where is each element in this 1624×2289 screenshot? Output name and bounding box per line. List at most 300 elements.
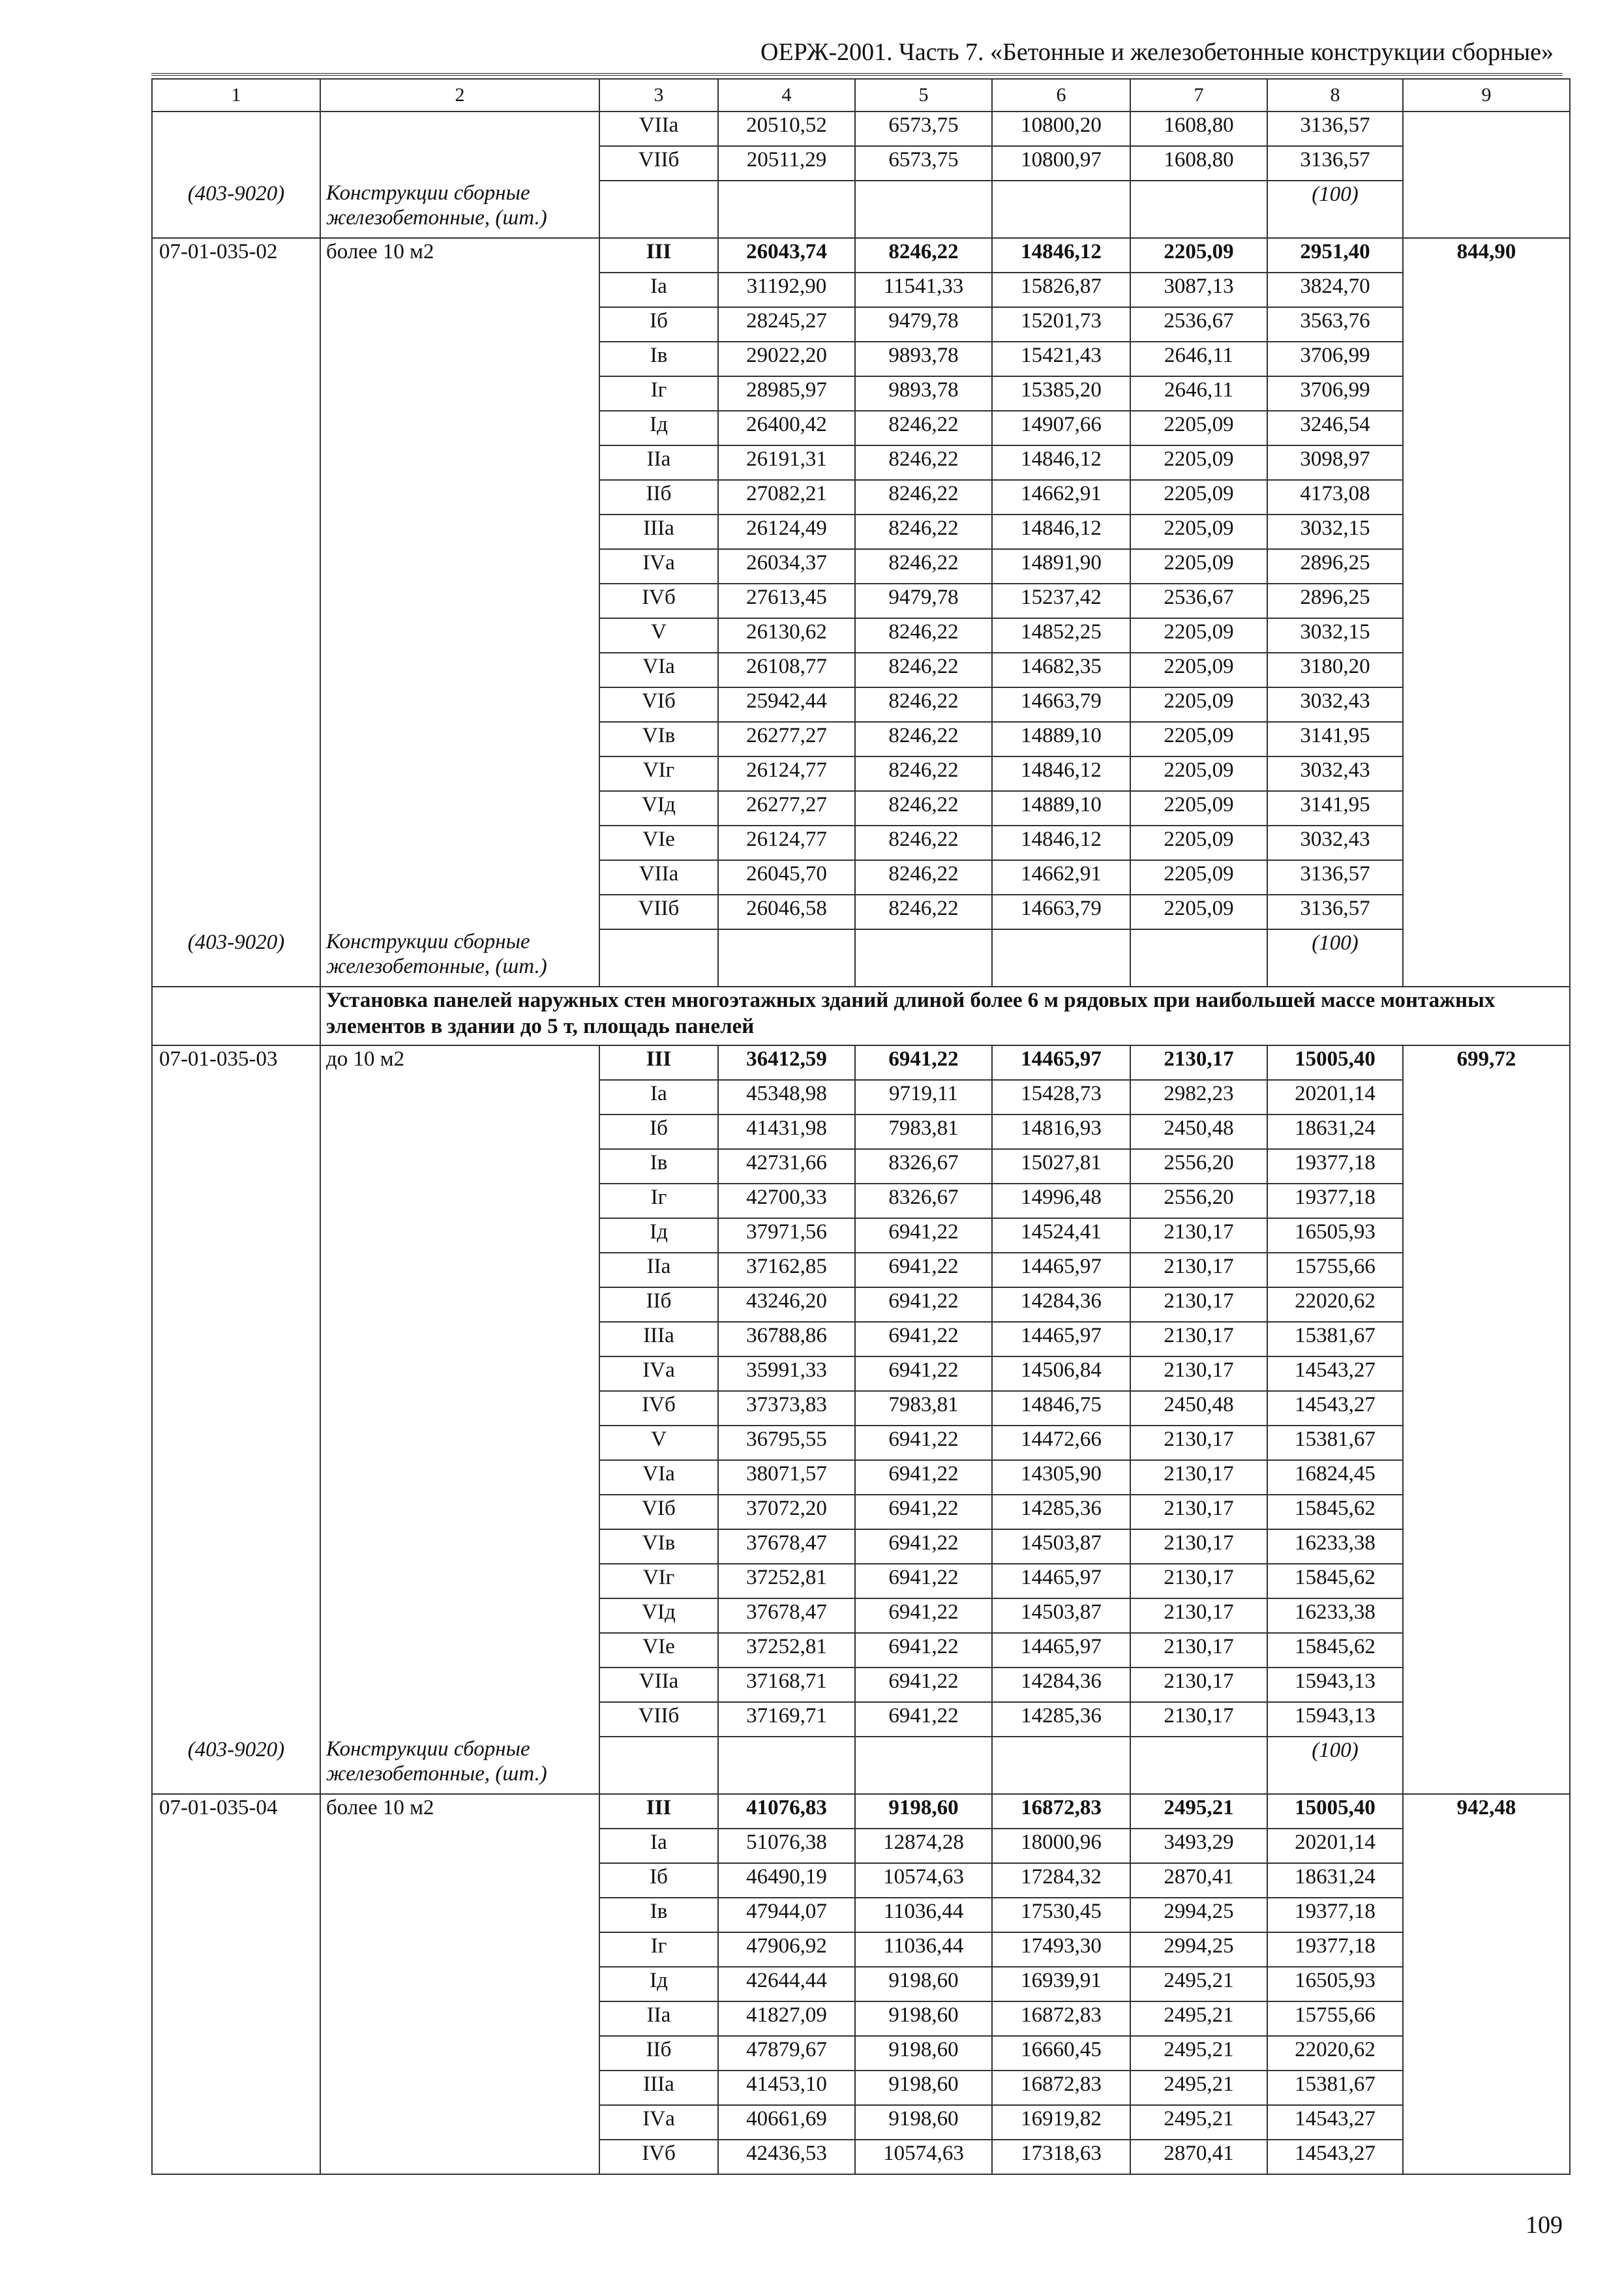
labor-cost-cell: 11036,44 xyxy=(855,1898,992,1932)
direct-cost-cell: 37373,83 xyxy=(718,1391,855,1426)
empty-cell xyxy=(320,146,599,181)
labor-cost-cell: 6941,22 xyxy=(855,1045,992,1080)
material-cost-cell: 14543,27 xyxy=(1267,1356,1403,1391)
machinist-wage-cell: 2536,67 xyxy=(1130,307,1267,342)
machinist-wage-cell: 2556,20 xyxy=(1130,1149,1267,1184)
labor-cost-cell: 9198,60 xyxy=(855,2105,992,2140)
empty-cell xyxy=(152,722,320,756)
machinist-wage-cell: 2130,17 xyxy=(1130,1702,1267,1737)
regional-price-row xyxy=(152,445,1570,480)
empty-cell xyxy=(152,549,320,584)
region-cell: IIIа xyxy=(599,2071,718,2105)
labor-cost-cell: 9198,60 xyxy=(855,1967,992,2001)
resource-name-cell: Конструкции сборные железобетонные, (шт.) xyxy=(320,1737,599,1794)
regional-price-row xyxy=(152,1115,1570,1149)
regional-price-row xyxy=(152,1495,1570,1529)
empty-cell xyxy=(152,146,320,181)
machine-cost-cell: 15385,20 xyxy=(992,376,1130,411)
labor-cost-cell: 8246,22 xyxy=(855,653,992,687)
direct-cost-cell: 47944,07 xyxy=(718,1898,855,1932)
region-cell: VIIа xyxy=(599,112,718,146)
rate-code-cell: 07-01-035-02 xyxy=(152,238,320,273)
empty-cell xyxy=(1403,112,1570,146)
empty-cell xyxy=(320,1115,599,1149)
machine-cost-cell: 15826,87 xyxy=(992,273,1130,307)
regional-price-row xyxy=(152,1932,1570,1967)
direct-cost-cell: 37678,47 xyxy=(718,1598,855,1633)
regional-price-row xyxy=(152,2001,1570,2036)
region-cell: IIIа xyxy=(599,515,718,549)
empty-cell xyxy=(718,1737,855,1794)
empty-cell xyxy=(320,1633,599,1668)
material-cost-cell: 18631,24 xyxy=(1267,1115,1403,1149)
empty-cell xyxy=(320,1184,599,1218)
regional-price-row xyxy=(152,1184,1570,1218)
material-cost-cell: 19377,18 xyxy=(1267,1184,1403,1218)
material-cost-cell: 15005,40 xyxy=(1267,1045,1403,1080)
labor-cost-cell: 6941,22 xyxy=(855,1495,992,1529)
machinist-wage-cell: 2994,25 xyxy=(1130,1932,1267,1967)
labor-cost-cell: 6573,75 xyxy=(855,146,992,181)
empty-cell xyxy=(152,1426,320,1460)
material-cost-cell: 3180,20 xyxy=(1267,653,1403,687)
region-cell: VIIа xyxy=(599,1668,718,1702)
machinist-wage-cell: 2536,67 xyxy=(1130,584,1267,618)
empty-cell xyxy=(152,2036,320,2071)
machine-cost-cell: 14889,10 xyxy=(992,722,1130,756)
material-cost-cell: 3824,70 xyxy=(1267,273,1403,307)
machine-cost-cell: 17493,30 xyxy=(992,1932,1130,1967)
regional-price-row xyxy=(152,687,1570,722)
direct-cost-cell: 26400,42 xyxy=(718,411,855,445)
machinist-wage-cell: 1608,80 xyxy=(1130,146,1267,181)
material-cost-cell: 3141,95 xyxy=(1267,791,1403,826)
machinist-wage-cell: 2205,09 xyxy=(1130,549,1267,584)
regional-price-row xyxy=(152,653,1570,687)
empty-cell xyxy=(152,1495,320,1529)
labor-cost-cell: 8246,22 xyxy=(855,687,992,722)
empty-cell xyxy=(855,1737,992,1794)
material-cost-cell: 15755,66 xyxy=(1267,1253,1403,1287)
empty-cell xyxy=(152,826,320,860)
machine-cost-cell: 14305,90 xyxy=(992,1460,1130,1495)
region-cell: IVб xyxy=(599,584,718,618)
material-cost-cell: 15005,40 xyxy=(1267,1794,1403,1829)
machinist-wage-cell: 2205,09 xyxy=(1130,515,1267,549)
empty-cell xyxy=(1130,181,1267,238)
material-cost-cell: 2896,25 xyxy=(1267,549,1403,584)
labor-cost-cell: 8246,22 xyxy=(855,826,992,860)
machine-cost-cell: 14846,75 xyxy=(992,1391,1130,1426)
resource-row xyxy=(152,1737,1570,1794)
machinist-wage-cell: 2130,17 xyxy=(1130,1564,1267,1598)
machine-cost-cell: 14846,12 xyxy=(992,238,1130,273)
machine-cost-cell: 14465,97 xyxy=(992,1322,1130,1356)
regional-price-row xyxy=(152,1426,1570,1460)
labor-cost-cell: 9893,78 xyxy=(855,342,992,376)
direct-cost-cell: 26108,77 xyxy=(718,653,855,687)
machinist-wage-cell: 2205,09 xyxy=(1130,238,1267,273)
empty-cell xyxy=(152,1967,320,2001)
empty-cell xyxy=(152,1115,320,1149)
labor-cost-cell: 8246,22 xyxy=(855,411,992,445)
regional-price-row xyxy=(152,1633,1570,1668)
direct-cost-cell: 41453,10 xyxy=(718,2071,855,2105)
empty-cell xyxy=(320,1080,599,1115)
empty-cell xyxy=(320,1253,599,1287)
material-cost-cell: 19377,18 xyxy=(1267,1149,1403,1184)
labor-cost-cell: 6941,22 xyxy=(855,1218,992,1253)
machine-cost-cell: 14506,84 xyxy=(992,1356,1130,1391)
machinist-wage-cell: 2205,09 xyxy=(1130,618,1267,653)
empty-cell xyxy=(152,1184,320,1218)
empty-cell xyxy=(152,1932,320,1967)
machinist-wage-cell: 2982,23 xyxy=(1130,1080,1267,1115)
empty-cell xyxy=(320,1149,599,1184)
empty-cell xyxy=(320,756,599,791)
machine-cost-cell: 14662,91 xyxy=(992,480,1130,515)
labor-cost-cell: 6941,22 xyxy=(855,1564,992,1598)
labor-cost-cell: 8246,22 xyxy=(855,549,992,584)
machinist-wage-cell: 2205,09 xyxy=(1130,895,1267,929)
direct-cost-cell: 42644,44 xyxy=(718,1967,855,2001)
machine-cost-cell: 15027,81 xyxy=(992,1149,1130,1184)
direct-cost-cell: 36788,86 xyxy=(718,1322,855,1356)
regional-price-row xyxy=(152,1080,1570,1115)
direct-cost-cell: 26124,49 xyxy=(718,515,855,549)
material-cost-cell: 2896,25 xyxy=(1267,584,1403,618)
machine-cost-cell: 14465,97 xyxy=(992,1253,1130,1287)
column-number-cell: 4 xyxy=(718,79,855,112)
empty-cell xyxy=(992,1737,1130,1794)
empty-cell xyxy=(320,1391,599,1426)
machinist-wage-cell: 2130,17 xyxy=(1130,1529,1267,1564)
regional-price-row xyxy=(152,2140,1570,2174)
machinist-wage-cell: 2205,09 xyxy=(1130,791,1267,826)
region-cell: VIа xyxy=(599,653,718,687)
region-cell: Iб xyxy=(599,1115,718,1149)
direct-cost-cell: 37072,20 xyxy=(718,1495,855,1529)
empty-cell xyxy=(320,112,599,146)
rate-name-cell: до 10 м2 xyxy=(320,1045,599,1080)
labor-cost-cell: 11541,33 xyxy=(855,273,992,307)
direct-cost-cell: 37252,81 xyxy=(718,1633,855,1668)
empty-cell xyxy=(152,1702,320,1737)
machine-cost-cell: 16872,83 xyxy=(992,2071,1130,2105)
rate-main-row xyxy=(152,238,1570,273)
material-cost-cell: 3136,57 xyxy=(1267,860,1403,895)
machinist-wage-cell: 2646,11 xyxy=(1130,342,1267,376)
region-cell: VIд xyxy=(599,791,718,826)
region-cell: VIIа xyxy=(599,860,718,895)
machine-cost-cell: 14846,12 xyxy=(992,756,1130,791)
empty-cell xyxy=(320,722,599,756)
empty-cell xyxy=(320,1863,599,1898)
material-cost-cell: 15943,13 xyxy=(1267,1668,1403,1702)
machine-cost-cell: 14284,36 xyxy=(992,1668,1130,1702)
labor-cost-cell: 12874,28 xyxy=(855,1829,992,1863)
machine-cost-cell: 15201,73 xyxy=(992,307,1130,342)
region-cell: Iд xyxy=(599,411,718,445)
regional-price-row xyxy=(152,549,1570,584)
empty-cell xyxy=(320,1967,599,2001)
empty-cell xyxy=(320,687,599,722)
region-cell: Iд xyxy=(599,1967,718,2001)
direct-cost-cell: 47879,67 xyxy=(718,2036,855,2071)
regional-price-row xyxy=(152,1253,1570,1287)
empty-cell xyxy=(152,584,320,618)
empty-cell xyxy=(1403,146,1570,181)
machinist-wage-cell: 2130,17 xyxy=(1130,1495,1267,1529)
direct-cost-cell: 27082,21 xyxy=(718,480,855,515)
machinist-wage-cell: 1608,80 xyxy=(1130,112,1267,146)
material-cost-cell: 14543,27 xyxy=(1267,1391,1403,1426)
direct-cost-cell: 25942,44 xyxy=(718,687,855,722)
column-number-cell: 6 xyxy=(992,79,1130,112)
labor-cost-cell: 10574,63 xyxy=(855,2140,992,2174)
machinist-wage-cell: 2130,17 xyxy=(1130,1218,1267,1253)
empty-cell xyxy=(152,480,320,515)
direct-cost-cell: 41431,98 xyxy=(718,1115,855,1149)
region-cell: IIIа xyxy=(599,1322,718,1356)
material-cost-cell: 15845,62 xyxy=(1267,1495,1403,1529)
direct-cost-cell: 27613,45 xyxy=(718,584,855,618)
empty-cell xyxy=(152,1460,320,1495)
region-cell: IVа xyxy=(599,2105,718,2140)
direct-cost-cell: 28245,27 xyxy=(718,307,855,342)
regional-price-row xyxy=(152,342,1570,376)
resource-code-cell: (403-9020) xyxy=(152,1737,320,1794)
regional-price-row xyxy=(152,1149,1570,1184)
regional-price-row xyxy=(152,515,1570,549)
labor-hours-cell: 699,72 xyxy=(1403,1045,1570,1794)
region-cell: VIг xyxy=(599,756,718,791)
price-table xyxy=(151,78,1571,2175)
empty-cell xyxy=(152,791,320,826)
empty-cell xyxy=(320,515,599,549)
machine-cost-cell: 14465,97 xyxy=(992,1564,1130,1598)
empty-cell xyxy=(320,2071,599,2105)
machinist-wage-cell: 2495,21 xyxy=(1130,2071,1267,2105)
empty-cell xyxy=(152,112,320,146)
direct-cost-cell: 37169,71 xyxy=(718,1702,855,1737)
material-cost-cell: 15381,67 xyxy=(1267,1322,1403,1356)
labor-cost-cell: 6941,22 xyxy=(855,1322,992,1356)
machine-cost-cell: 16872,83 xyxy=(992,1794,1130,1829)
material-cost-cell: 15845,62 xyxy=(1267,1633,1403,1668)
region-cell: Iв xyxy=(599,1898,718,1932)
direct-cost-cell: 26277,27 xyxy=(718,791,855,826)
direct-cost-cell: 37168,71 xyxy=(718,1668,855,1702)
labor-cost-cell: 8246,22 xyxy=(855,895,992,929)
empty-cell xyxy=(152,1253,320,1287)
empty-cell xyxy=(320,1829,599,1863)
machinist-wage-cell: 2205,09 xyxy=(1130,860,1267,895)
machinist-wage-cell: 2205,09 xyxy=(1130,445,1267,480)
machinist-wage-cell: 2870,41 xyxy=(1130,2140,1267,2174)
empty-cell xyxy=(152,445,320,480)
machine-cost-cell: 14285,36 xyxy=(992,1702,1130,1737)
empty-cell xyxy=(152,2105,320,2140)
regional-price-row xyxy=(152,273,1570,307)
rate-main-row xyxy=(152,1794,1570,1829)
machinist-wage-cell: 2130,17 xyxy=(1130,1633,1267,1668)
direct-cost-cell: 26034,37 xyxy=(718,549,855,584)
empty-cell xyxy=(152,307,320,342)
labor-cost-cell: 6941,22 xyxy=(855,1426,992,1460)
machine-cost-cell: 14682,35 xyxy=(992,653,1130,687)
material-cost-cell: 16505,93 xyxy=(1267,1218,1403,1253)
empty-cell xyxy=(320,411,599,445)
region-cell: IVа xyxy=(599,1356,718,1391)
machine-cost-cell: 14472,66 xyxy=(992,1426,1130,1460)
machine-cost-cell: 14503,87 xyxy=(992,1598,1130,1633)
labor-cost-cell: 8246,22 xyxy=(855,756,992,791)
empty-cell xyxy=(152,1598,320,1633)
regional-price-row xyxy=(152,1967,1570,2001)
region-cell: VIа xyxy=(599,1460,718,1495)
region-cell: VIг xyxy=(599,1564,718,1598)
empty-cell xyxy=(718,181,855,238)
regional-price-row xyxy=(152,756,1570,791)
labor-cost-cell: 6573,75 xyxy=(855,112,992,146)
machine-cost-cell: 14284,36 xyxy=(992,1287,1130,1322)
region-cell: Iб xyxy=(599,307,718,342)
empty-cell xyxy=(152,756,320,791)
regional-price-row xyxy=(152,1322,1570,1356)
empty-cell xyxy=(992,929,1130,987)
machine-cost-cell: 14465,97 xyxy=(992,1633,1130,1668)
machinist-wage-cell: 2130,17 xyxy=(1130,1460,1267,1495)
region-cell: Iг xyxy=(599,1184,718,1218)
region-cell: VIв xyxy=(599,722,718,756)
region-cell: IIа xyxy=(599,1253,718,1287)
material-cost-cell: 3141,95 xyxy=(1267,722,1403,756)
direct-cost-cell: 41827,09 xyxy=(718,2001,855,2036)
labor-cost-cell: 8246,22 xyxy=(855,445,992,480)
empty-cell xyxy=(320,307,599,342)
direct-cost-cell: 47906,92 xyxy=(718,1932,855,1967)
regional-price-row xyxy=(152,618,1570,653)
empty-cell xyxy=(599,929,718,987)
material-cost-cell: 16233,38 xyxy=(1267,1529,1403,1564)
labor-cost-cell: 9198,60 xyxy=(855,2001,992,2036)
empty-cell xyxy=(152,1564,320,1598)
rate-code-cell: 07-01-035-03 xyxy=(152,1045,320,1080)
machine-cost-cell: 14852,25 xyxy=(992,618,1130,653)
material-cost-cell: 16824,45 xyxy=(1267,1460,1403,1495)
direct-cost-cell: 37162,85 xyxy=(718,1253,855,1287)
machinist-wage-cell: 2205,09 xyxy=(1130,687,1267,722)
labor-cost-cell: 8246,22 xyxy=(855,480,992,515)
region-cell: Iд xyxy=(599,1218,718,1253)
region-cell: VIе xyxy=(599,826,718,860)
regional-price-row xyxy=(152,1702,1570,1737)
labor-cost-cell: 6941,22 xyxy=(855,1356,992,1391)
regional-price-row xyxy=(152,1391,1570,1426)
direct-cost-cell: 28985,97 xyxy=(718,376,855,411)
direct-cost-cell: 37678,47 xyxy=(718,1529,855,1564)
empty-cell xyxy=(152,1898,320,1932)
direct-cost-cell: 26124,77 xyxy=(718,756,855,791)
machinist-wage-cell: 2495,21 xyxy=(1130,1967,1267,2001)
material-cost-cell: 3563,76 xyxy=(1267,307,1403,342)
material-cost-cell: 3246,54 xyxy=(1267,411,1403,445)
direct-cost-cell: 26277,27 xyxy=(718,722,855,756)
direct-cost-cell: 46490,19 xyxy=(718,1863,855,1898)
regional-price-row xyxy=(152,480,1570,515)
machinist-wage-cell: 3087,13 xyxy=(1130,273,1267,307)
empty-cell xyxy=(320,342,599,376)
direct-cost-cell: 35991,33 xyxy=(718,1356,855,1391)
region-cell: VIб xyxy=(599,687,718,722)
machinist-wage-cell: 2130,17 xyxy=(1130,1356,1267,1391)
column-number-cell: 2 xyxy=(320,79,599,112)
labor-cost-cell: 6941,22 xyxy=(855,1668,992,1702)
empty-cell xyxy=(320,549,599,584)
regional-price-row xyxy=(152,1287,1570,1322)
region-cell: IVб xyxy=(599,1391,718,1426)
machinist-wage-cell: 2130,17 xyxy=(1130,1668,1267,1702)
empty-cell xyxy=(152,1633,320,1668)
direct-cost-cell: 26046,58 xyxy=(718,895,855,929)
labor-cost-cell: 6941,22 xyxy=(855,1633,992,1668)
regional-price-row xyxy=(152,2105,1570,2140)
resource-quantity-cell: (100) xyxy=(1267,1737,1403,1794)
region-cell: VIIб xyxy=(599,1702,718,1737)
machinist-wage-cell: 2130,17 xyxy=(1130,1045,1267,1080)
empty-cell xyxy=(152,987,320,1045)
region-cell: Iг xyxy=(599,376,718,411)
empty-cell xyxy=(152,1080,320,1115)
machine-cost-cell: 14524,41 xyxy=(992,1218,1130,1253)
empty-cell xyxy=(320,584,599,618)
empty-cell xyxy=(320,273,599,307)
region-cell: Iа xyxy=(599,1080,718,1115)
material-cost-cell: 22020,62 xyxy=(1267,2036,1403,2071)
region-cell: IIб xyxy=(599,480,718,515)
labor-cost-cell: 8246,22 xyxy=(855,618,992,653)
material-cost-cell: 15943,13 xyxy=(1267,1702,1403,1737)
material-cost-cell: 2951,40 xyxy=(1267,238,1403,273)
regional-price-row xyxy=(152,146,1570,181)
region-cell: IVа xyxy=(599,549,718,584)
empty-cell xyxy=(320,1287,599,1322)
machine-cost-cell: 16939,91 xyxy=(992,1967,1130,2001)
material-cost-cell: 3136,57 xyxy=(1267,112,1403,146)
machine-cost-cell: 14816,93 xyxy=(992,1115,1130,1149)
material-cost-cell: 15845,62 xyxy=(1267,1564,1403,1598)
rate-name-cell: более 10 м2 xyxy=(320,238,599,273)
direct-cost-cell: 38071,57 xyxy=(718,1460,855,1495)
empty-cell xyxy=(152,1218,320,1253)
running-header xyxy=(151,37,1563,76)
direct-cost-cell: 26191,31 xyxy=(718,445,855,480)
empty-cell xyxy=(320,2036,599,2071)
labor-hours-cell: 844,90 xyxy=(1403,238,1570,987)
section-heading-row xyxy=(152,987,1570,1045)
column-number-row xyxy=(152,79,1570,112)
column-number-cell: 5 xyxy=(855,79,992,112)
labor-cost-cell: 9479,78 xyxy=(855,307,992,342)
direct-cost-cell: 45348,98 xyxy=(718,1080,855,1115)
empty-cell xyxy=(320,1668,599,1702)
machine-cost-cell: 14465,97 xyxy=(992,1045,1130,1080)
regional-price-row xyxy=(152,584,1570,618)
direct-cost-cell: 41076,83 xyxy=(718,1794,855,1829)
empty-cell xyxy=(320,1218,599,1253)
machinist-wage-cell: 2450,48 xyxy=(1130,1115,1267,1149)
